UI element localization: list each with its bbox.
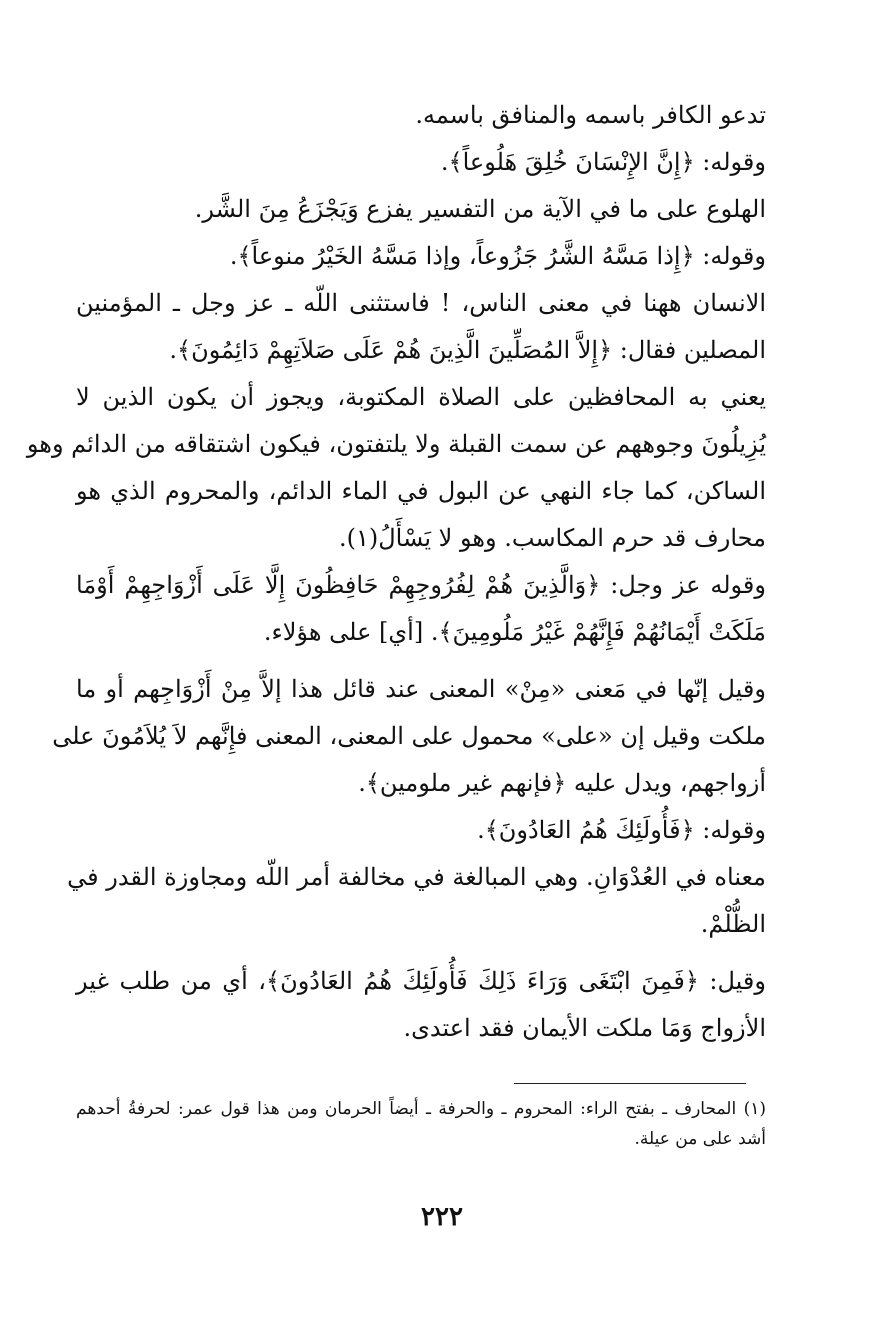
text-line: مَلَكَتْ أَيْمَانُهُمْ فَإِنَّهُمْ غَيْرُ مَلُومِينَ﴾. [أي] على هؤلاء. bbox=[263, 618, 766, 646]
text-line: الانسان ههنا في معنى الناس، ! فاستثنى اللّه ـ عز وجل ـ المؤمنين bbox=[76, 289, 766, 317]
text-line: يعني به المحافظين على الصلاة المكتوبة، ويجوز أن يكون الذين لا bbox=[76, 383, 766, 411]
text-line: الهلوع على ما في الآية من التفسير يفزع وَيَجْزَعُ مِنَ الشَّر. bbox=[194, 195, 766, 223]
text-line: ملكت وقيل إن «على» محمول على المعنى، المعنى فإِنَّهم لاَ يُلاَمُونَ على bbox=[52, 722, 766, 750]
text-line: تدعو الكافر باسمه والمنافق باسمه. bbox=[415, 101, 766, 129]
text-line: وقوله: ﴿فَأُولَئِكَ هُمُ العَادُونَ﴾. bbox=[477, 816, 766, 844]
footnote-line: أشد على من عيلة. bbox=[634, 1129, 766, 1149]
text-line: معناه في العُدْوَانِ. وهي المبالغة في مخالفة أمر اللّه ومجاوزة القدر في bbox=[67, 863, 766, 891]
paragraph-gap bbox=[76, 948, 766, 958]
text-line: الساكن، كما جاء النهي عن البول في الماء الدائم، والمحروم الذي هو bbox=[76, 477, 766, 505]
text-line: وقيل: ﴿فَمِنَ ابْتَغَى وَرَاءَ ذَلِكَ فَأُولَئِكَ هُمُ العَادُونَ﴾، أي من طلب غير bbox=[76, 967, 766, 995]
paragraph-gap bbox=[76, 656, 766, 666]
text-line: وقوله عز وجل: ﴿وَالَّذِينَ هُمْ لِفُرُوجِهِمْ حَافِظُونَ إِلَّا عَلَى أَزْوَاجِهِمْ أَوْمَا bbox=[76, 571, 766, 599]
footnote-line: (١) المحارف ـ بفتح الراء: المحروم ـ والحرفة ـ أيضاً الحرمان ومن هذا قول عمر: لحرفةُ أحدهم bbox=[76, 1099, 766, 1119]
page-number: ٢٢٢ bbox=[421, 1202, 463, 1232]
text-line: وقوله: ﴿إِذا مَسَّهُ الشَّرُ جَزُوعاً، وإذا مَسَّهُ الخَيْرُ منوعاً﴾. bbox=[229, 242, 766, 270]
footnote-divider bbox=[514, 1083, 746, 1084]
text-line: المصلين فقال: ﴿إِلاَّ المُصَلِّينَ الَّذِينَ هُمْ عَلَى صَلاَتِهِمْ دَائِمُونَ﴾. bbox=[169, 336, 766, 364]
text-line: وقيل إنّها في مَعنى «مِنْ» المعنى عند قائل هذا إلاَّ مِنْ أَزْوَاجِهم أو ما bbox=[76, 675, 766, 703]
text-line: يُزِيلُونَ وجوههم عن سمت القبلة ولا يلتفتون، فيكون اشتقاقه من الدائم وهو bbox=[26, 430, 766, 458]
text-line: محارف قد حرم المكاسب. وهو لا يَسْأَلُ(١). bbox=[338, 524, 766, 552]
body-text bbox=[26, 92, 766, 1052]
text-line: الظُّلْمْ. bbox=[700, 910, 766, 938]
text-line: الأزواج وَمَا ملكت الأيمان فقد اعتدى. bbox=[403, 1014, 766, 1042]
footnote bbox=[76, 1094, 766, 1154]
text-line: وقوله: ﴿إِنَّ الإِنْسَانَ خُلِقَ هَلُوعاً﴾. bbox=[440, 148, 766, 176]
text-line: أزواجهم، ويدل عليه ﴿فإنهم غير ملومين﴾. bbox=[358, 769, 766, 797]
